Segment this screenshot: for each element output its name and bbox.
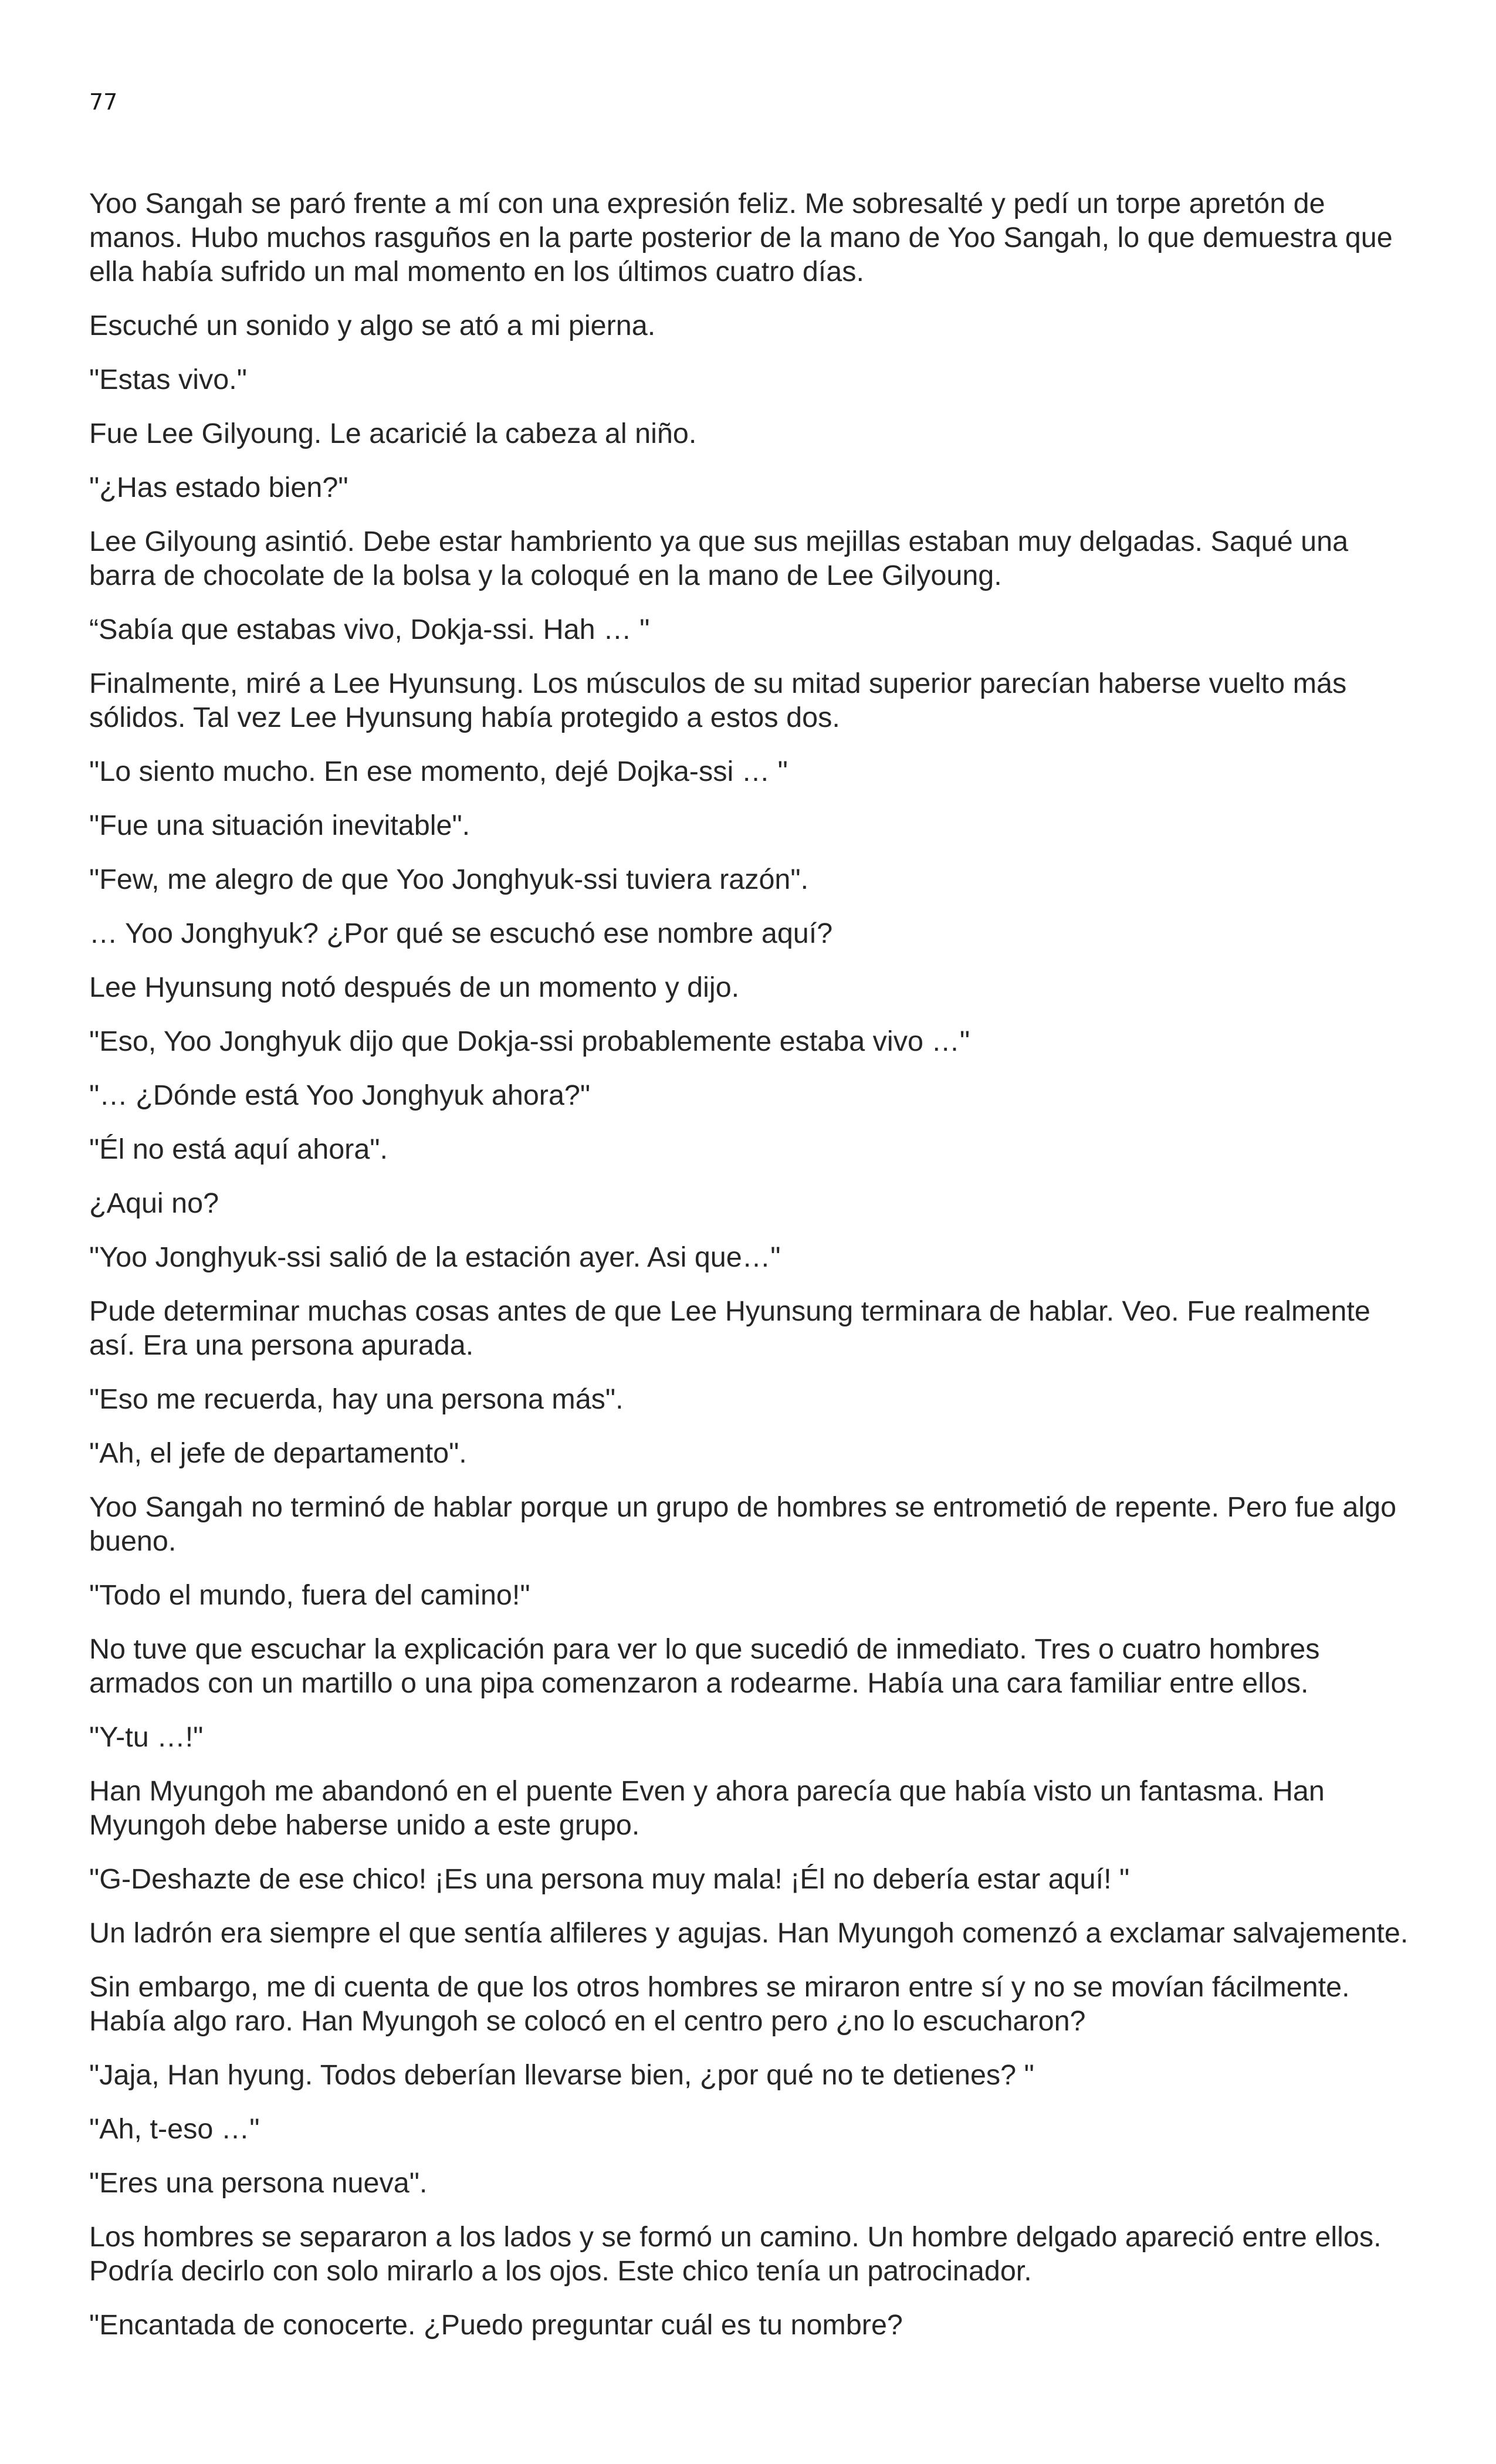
paragraph: Escuché un sonido y algo se ató a mi pierna. [89, 310, 656, 341]
paragraph: "Estas vivo." [89, 364, 247, 395]
paragraph: "Todo el mundo, fuera del camino!" [89, 1579, 530, 1611]
paragraph: "¿Has estado bien?" [89, 472, 348, 503]
paragraph: Pude determinar muchas cosas antes de que Lee Hyunsung terminara de hablar. Veo. Fue realmente así. Era una persona apurada. [89, 1295, 1370, 1361]
paragraph: … Yoo Jonghyuk? ¿Por qué se escuchó ese nombre aquí? [89, 918, 833, 949]
paragraph: "Eso, Yoo Jonghyuk dijo que Dokja-ssi probablemente estaba vivo …" [89, 1025, 970, 1057]
paragraph: "… ¿Dónde está Yoo Jonghyuk ahora?" [89, 1079, 591, 1111]
paragraph: "Jaja, Han hyung. Todos deberían llevarse bien, ¿por qué no te detienes? " [89, 2059, 1034, 2091]
paragraph: "Eres una persona nueva". [89, 2167, 428, 2199]
paragraph: Un ladrón era siempre el que sentía alfileres y agujas. Han Myungoh comenzó a exclamar salvajemente. [89, 1917, 1409, 1949]
paragraph: ¿Aqui no? [89, 1187, 219, 1219]
paragraph: Lee Gilyoung asintió. Debe estar hambriento ya que sus mejillas estaban muy delgadas. Saqué una barra de chocolate de la bolsa y la coloqué en la mano de Lee Gilyoung. [89, 526, 1349, 591]
paragraph: "Fue una situación inevitable". [89, 810, 471, 841]
paragraph: "Encantada de conocerte. ¿Puedo preguntar cuál es tu nombre? [89, 2309, 903, 2341]
paragraph: Fue Lee Gilyoung. Le acaricié la cabeza al niño. [89, 418, 697, 449]
paragraph: “Sabía que estabas vivo, Dokja-ssi. Hah … " [89, 614, 650, 645]
paragraph: Yoo Sangah no terminó de hablar porque un grupo de hombres se entrometió de repente. Pero fue algo bueno. [89, 1491, 1397, 1557]
paragraph: "Ah, el jefe de departamento". [89, 1437, 467, 1469]
paragraph: "G-Deshazte de ese chico! ¡Es una persona muy mala! ¡Él no debería estar aquí! " [89, 1863, 1130, 1895]
page-number: 77 [89, 89, 118, 115]
body-text [89, 187, 1415, 2362]
paragraph: "Lo siento mucho. En ese momento, dejé Dojka-ssi … " [89, 756, 788, 787]
paragraph: Han Myungoh me abandonó en el puente Even y ahora parecía que había visto un fantasma. Han Myungoh debe haberse unido a este grupo. [89, 1775, 1325, 1841]
paragraph: "Ah, t-eso …" [89, 2113, 260, 2145]
paragraph: Yoo Sangah se paró frente a mí con una expresión feliz. Me sobresalté y pedí un torpe apretón de manos. Hubo muchos rasguños en la parte posterior de la mano de Yoo Sangah, lo que demuestra que ella había sufrido un mal momento en los últimos cuatro días. [89, 188, 1393, 287]
paragraph: No tuve que escuchar la explicación para ver lo que sucedió de inmediato. Tres o cuatro hombres armados con un martillo o una pipa comenzaron a rodearme. Había una cara familiar entre ellos. [89, 1633, 1320, 1699]
paragraph: "Yoo Jonghyuk-ssi salió de la estación ayer. Asi que…" [89, 1241, 781, 1273]
paragraph: "Few, me alegro de que Yoo Jonghyuk-ssi tuviera razón". [89, 864, 809, 895]
paragraph: Los hombres se separaron a los lados y se formó un camino. Un hombre delgado apareció entre ellos. Podría decirlo con solo mirarlo a los ojos. Este chico tenía un patrocinador. [89, 2221, 1382, 2287]
paragraph: "Y-tu …!" [89, 1721, 204, 1753]
paragraph: "Eso me recuerda, hay una persona más". [89, 1383, 624, 1415]
paragraph: Lee Hyunsung notó después de un momento y dijo. [89, 972, 740, 1003]
paragraph: Finalmente, miré a Lee Hyunsung. Los músculos de su mitad superior parecían haberse vuelto más sólidos. Tal vez Lee Hyunsung había protegido a estos dos. [89, 668, 1347, 733]
paragraph: Sin embargo, me di cuenta de que los otros hombres se miraron entre sí y no se movían fácilmente. Había algo raro. Han Myungoh se colocó en el centro pero ¿no lo escucharon? [89, 1971, 1350, 2037]
paragraph: "Él no está aquí ahora". [89, 1133, 388, 1165]
